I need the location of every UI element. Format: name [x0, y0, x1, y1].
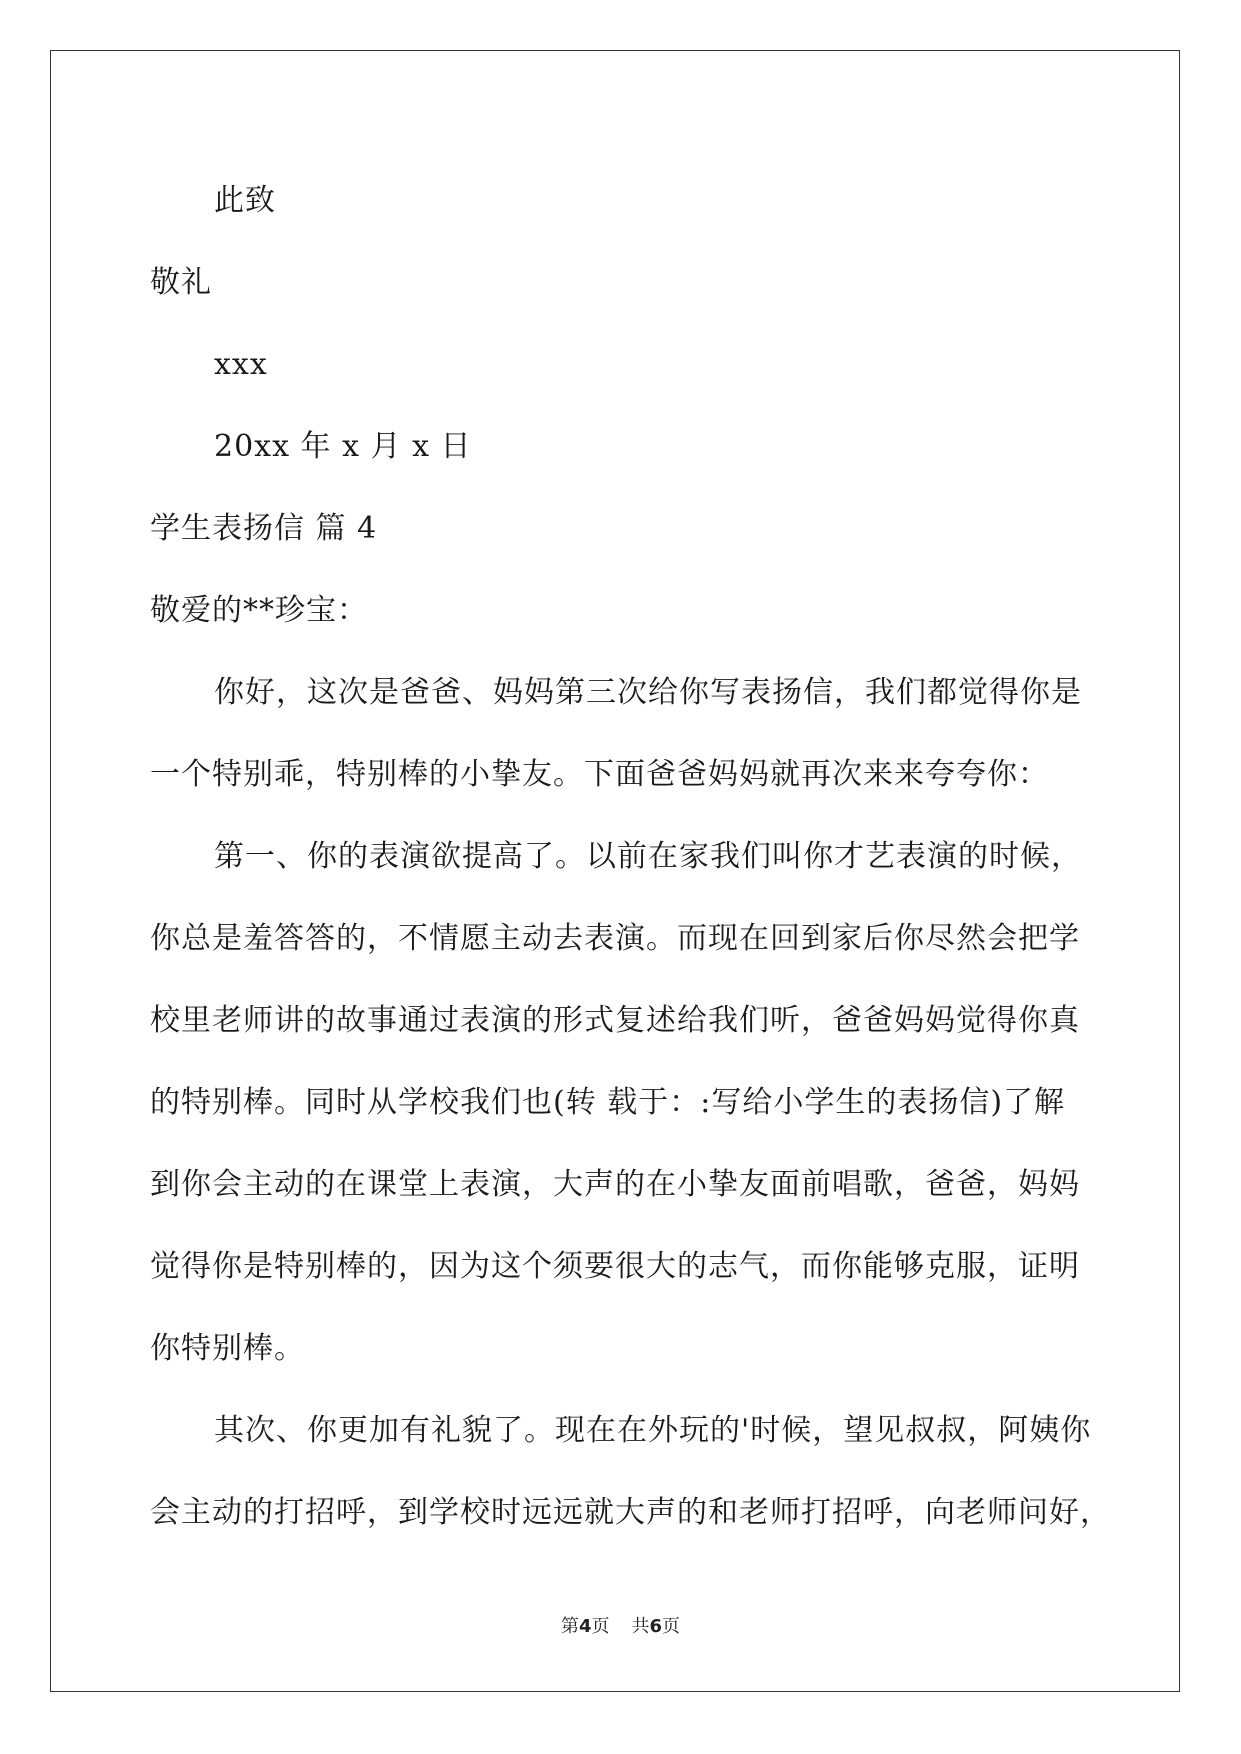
closing-regards: 敬礼	[150, 265, 212, 300]
letter-greeting: 敬爱的**珍宝：	[150, 593, 368, 628]
paragraph-line: 一个特别乖，特别棒的小挚友。下面爸爸妈妈就再次来来夸夸你：	[150, 757, 1049, 792]
closing-salutation: 此致	[214, 183, 276, 218]
paragraph-line: 到你会主动的在课堂上表演，大声的在小挚友面前唱歌，爸爸，妈妈	[150, 1167, 1080, 1202]
footer-total-prefix: 共	[631, 1616, 650, 1637]
footer-page-word: 页	[591, 1616, 610, 1637]
paragraph-line: 你总是羞答答的，不情愿主动去表演。而现在回到家后你尽然会把学	[150, 921, 1080, 956]
paragraph-line: 会主动的打招呼，到学校时远远就大声的和老师打招呼，向老师问好，	[150, 1495, 1111, 1530]
footer-total-word: 页	[662, 1616, 681, 1637]
signature-date: 20xx 年 x 月 x 日	[214, 429, 472, 464]
current-page-number: 4	[578, 1616, 592, 1637]
paragraph-line: 觉得你是特别棒的，因为这个须要很大的志气，而你能够克服，证明	[150, 1249, 1080, 1284]
section-heading: 学生表扬信 篇 4	[150, 511, 378, 546]
footer-prefix: 第	[560, 1616, 579, 1637]
paragraph-line: 校里老师讲的故事通过表演的形式复述给我们听，爸爸妈妈觉得你真	[150, 1003, 1080, 1038]
total-pages-number: 6	[649, 1616, 663, 1637]
paragraph-line: 第一、你的表演欲提高了。以前在家我们叫你才艺表演的时候，	[214, 839, 1082, 874]
page-footer	[0, 1612, 1241, 1638]
signature-name: xxx	[214, 347, 268, 382]
paragraph-line: 你好，这次是爸爸、妈妈第三次给你写表扬信，我们都觉得你是	[214, 675, 1082, 710]
document-body	[150, 160, 1111, 1554]
paragraph-line: 你特别棒。	[150, 1331, 305, 1366]
paragraph-line: 的特别棒。同时从学校我们也(转 载于：:写给小学生的表扬信)了解	[150, 1085, 1066, 1120]
paragraph-line: 其次、你更加有礼貌了。现在在外玩的'时候，望见叔叔，阿姨你	[214, 1413, 1092, 1448]
